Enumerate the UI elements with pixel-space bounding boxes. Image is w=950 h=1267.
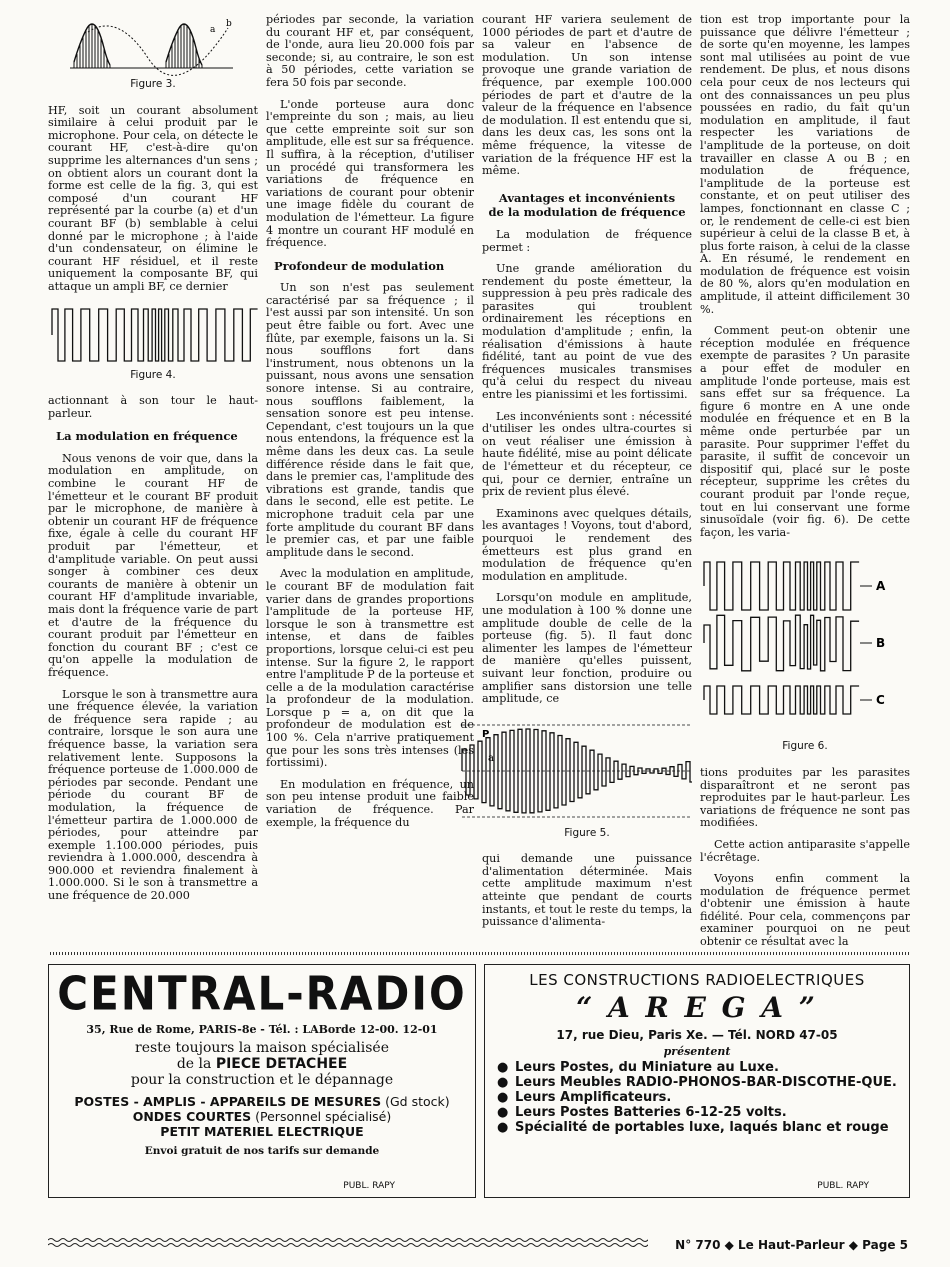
ad-central-radio-line6: PETIT MATERIEL ELECTRIQUE <box>160 1124 364 1139</box>
ad-central-radio-line1: reste toujours la maison spécialisée <box>135 1040 389 1056</box>
column-3 <box>482 14 692 938</box>
section-heading: La modulation en fréquence <box>56 429 238 444</box>
svg-text:b: b <box>226 19 232 29</box>
ad-central-radio-line2: de la PIECE DETACHEE <box>176 1056 348 1072</box>
paragraph: Nous venons de voir que, dans la modulation en amplitude, on combine le courant HF de l'émetteur et le courant BF produit par le microphone, de manière à obtenir un courant HF de fréquence fixe, égale à celle du courant HF produit par l'émetteur, et d'amplitude variable. On peut aussi songer à combiner ces deux courants de manière à obtenir un courant HF d'amplitude invariable, mais dont la fréquence varie de part et d'autre de la fréquence du courant produit par l'émetteur en fonction du courant BF ; c'est ce qu'on appelle la modulation de fréquence. <box>48 451 258 679</box>
svg-text:a: a <box>210 25 216 35</box>
page-footer: N° 770 ◆ Le Haut-Parleur ◆ Page 5 <box>675 1238 908 1252</box>
figure-5-caption: Figure 5. <box>564 826 610 839</box>
ad-arega-top: LES CONSTRUCTIONS RADIOELECTRIQUES <box>529 971 865 989</box>
figure-6-caption: Figure 6. <box>782 740 828 753</box>
paragraph: Lorsqu'on module en amplitude, une modulation à 100 % donne une amplitude double de celle de la porteuse (fig. 5). Il faut donc alimenter les lampes de l'émetteur de manière qu'elles puissent, suivant leur fonction, produire ou amplifier sans distorsion une telle amplitude, ce <box>482 591 692 706</box>
figure-3 <box>48 18 258 76</box>
figure-5-label-p: P <box>482 728 490 740</box>
ad-arega-presents: présentent <box>663 1045 731 1058</box>
section-heading-line-2: de la modulation de fréquence <box>488 205 686 220</box>
paragraph: En modulation en fréquence, un son peu intense produit une faible variation de fréquence. Par exemple, la fréquence du <box>266 777 474 829</box>
ad-arega-item: ● Leurs Amplificateurs. <box>497 1090 672 1105</box>
paragraph: Voyons enfin comment la modulation de fréquence permet d'obtenir une émission à haute fidélité. Pour cela, commençons par examiner pourquoi on ne peut obtenir ce résultat avec la <box>700 872 910 949</box>
figure-5-label-a: a <box>488 752 494 764</box>
paragraph: La modulation de fréquence permet : <box>482 227 692 254</box>
figure-4-caption: Figure 4. <box>130 368 176 381</box>
ad-central-radio-name: CENTRAL-RADIO <box>57 966 467 1021</box>
figure-3-caption: Figure 3. <box>130 78 176 90</box>
ad-arega-item: ● Leurs Postes Batteries 6-12-25 volts. <box>497 1105 787 1120</box>
figure-4 <box>48 303 258 367</box>
separator-rule <box>50 952 910 955</box>
ad-arega-credit: PUBL. RAPY <box>817 1181 869 1191</box>
ad-arega-item: ● Leurs Postes, du Miniature au Luxe. <box>497 1060 779 1075</box>
figure-6-label-a: A <box>876 579 886 594</box>
paragraph: Comment peut-on obtenir une réception modulée en fréquence exempte de parasites ? Un parasite a pour effet de moduler en amplitude l'onde porteuse, mais est sans effet sur sa fréquence. La figure 6 montre en A une onde modulée en fréquence et en B la même onde perturbée par un parasite. Pour supprimer l'effet du parasite, il suffit de concevoir un dispositif qui, placé sur le poste récepteur, supprime les crêtes du courant produit par l'onde reçue, tout en lui conservant une forme sinusoïdale (voir fig. 6). De cette façon, les varia- <box>700 324 910 539</box>
bullet-icon: ● <box>497 1120 509 1135</box>
paragraph: Les inconvénients sont : nécessité d'utiliser les ondes ultra-courtes si on veut réaliser une émission à haute fidélité, mise au point délicate de l'émetteur et du récepteur, ce qui, pour ce dernier, entraîne un prix de revient plus élevé. <box>482 409 692 499</box>
ad-arega-item: ● Spécialité de portables luxe, laqués blanc et rouge <box>497 1120 889 1135</box>
ad-central-radio-line3: pour la construction et le dépannage <box>130 1072 394 1088</box>
ad-central-radio <box>48 964 476 1198</box>
paragraph: actionnant à son tour le haut-parleur. <box>48 394 258 420</box>
ad-arega-item: ● Leurs Meubles RADIO-PHONOS-BAR-DISCOTHE-QUE. <box>497 1075 897 1090</box>
figure-6-label-c: C <box>876 693 885 708</box>
ad-arega <box>484 964 910 1198</box>
paragraph: Un son n'est pas seulement caractérisé par sa fréquence ; il l'est aussi par son intensité. Un son peut être faible ou fort. Avec une flûte, par exemple, faisons un la. Si nous soufflons fort dans l'instrument, nous obtenons un la puissant, nous avons une sensation sonore intense. Si au contraire, nous soufflons faiblement, la sensation sonore est peu intense. Cependant, c'est toujours un la que nous entendons, la fréquence est la même dans les deux cas. La seule différence réside dans le fait que, dans le premier cas, l'amplitude des vibrations est grande, tandis que dans le second, elle est petite. Le microphone traduit cela par une forte amplitude du courant BF dans le premier cas, et par une faible amplitude dans le second. <box>266 281 474 559</box>
paragraph: tions produites par les parasites disparaîtront et ne seront pas reproduites par le haut-parleur. Les variations de fréquence ne sont pas modifiées. <box>700 765 910 830</box>
paragraph: Cette action antiparasite s'appelle l'écrêtage. <box>700 837 910 864</box>
ad-central-radio-line5: ONDES COURTES (Personnel spécialisé) <box>132 1109 392 1124</box>
ad-central-radio-credit: PUBL. RAPY <box>343 1181 395 1191</box>
figure-6 <box>700 548 910 738</box>
bullet-icon: ● <box>497 1105 509 1120</box>
ad-central-radio-line4: POSTES - AMPLIS - APPAREILS DE MESURES (Gd stock) <box>74 1094 450 1109</box>
ad-central-radio-line7: Envoi gratuit de nos tarifs sur demande <box>144 1145 380 1157</box>
paragraph: courant HF variera seulement de 1000 périodes de part et d'autre de sa valeur en l'absence de modulation. Un son intense provoque une grande variation de fréquence, par exemple 100.000 périodes de part et d'autre de la valeur de la fréquence en l'absence de modulation. Il est entendu que si, dans les deux cas, les sons ont la même fréquence, la vitesse de variation de la fréquence HF est la même. <box>482 13 692 178</box>
paragraph: Examinons avec quelques détails, les avantages ! Voyons, tout d'abord, pourquoi le rendement des émetteurs est plus grand en modulation de fréquence qu'en modulation en amplitude. <box>482 506 692 583</box>
column-1 <box>48 14 258 912</box>
paragraph: Avec la modulation en amplitude, le courant BF de modulation fait varier dans de grandes proportions l'amplitude de la porteuse HF, lorsque le son à transmettre est intense, et dans de faibles proportions, lorsque celui-ci est peu intense. Sur la figure 2, le rapport entre l'amplitude P de la porteuse et celle a de la modulation caractérise la profondeur de la modulation. Lorsque p = a, on dit que la profondeur de modulation est de 100 %. Cela n'arrive pratiquement que pour les sons très intenses (les fortissimi). <box>266 567 474 770</box>
paragraph: L'onde porteuse aura donc l'empreinte du son ; mais, au lieu que cette empreinte soit sur son amplitude, elle est sur sa fréquence. Il suffira, à la réception, d'utiliser un procédé qui transformera les variations de fréquence en variations de courant pour obtenir une image fidèle du courant de modulation de l'émetteur. La figure 4 montre un courant HF modulé en fréquence. <box>266 97 474 250</box>
paragraph: qui demande une puissance d'alimentation déterminée. Mais cette amplitude maximum n'est atteinte que pendant de courts instants, et tout le reste du temps, la puissance d'alimenta- <box>482 852 692 929</box>
ad-arega-address: 17, rue Dieu, Paris Xe. — Tél. NORD 47-05 <box>556 1028 838 1042</box>
column-4 <box>700 14 910 958</box>
paragraph: tion est trop importante pour la puissance que délivre l'émetteur ; de sorte qu'en moyenne, les lampes sont mal utilisées au point de vue rendement. De plus, et nous disons cela pour ceux de nos lecteurs qui ont des connaissances un peu plus poussées en radio, du fait qu'un modulation en amplitude, il faut respecter les variations de l'amplitude de la porteuse, on doit travailler en classe A ou B ; en modulation de fréquence, l'amplitude de la porteuse est constante, et on peut utiliser des lampes, fonctionnant en classe C ; or, le rendement de celle-ci est bien supérieur à celui de la classe B et, à plus forte raison, à celui de la classe A. En résumé, le rendement en modulation de fréquence est voisin de 80 %, alors qu'en modulation en amplitude, il atteint difficilement 30 %. <box>700 13 910 316</box>
ad-arega-name: “ A R E G A ” <box>576 991 818 1024</box>
figure-6-label-b: B <box>876 636 886 651</box>
paragraph: Une grande amélioration du rendement du poste émetteur, la suppression à peu près radicale des parasites qui troublent ordinairement les réceptions en modulation d'amplitude ; enfin, la réalisation d'émissions à haute fidélité, tant au point de vue des fréquences musicales transmises qu'à celui du respect du niveau entre les pianissimi et les fortissimi. <box>482 262 692 402</box>
bullet-icon: ● <box>497 1090 509 1105</box>
ad-central-radio-address: 35, Rue de Rome, PARIS-8e - Tél. : LABorde 12-00. 12-01 <box>86 1023 438 1036</box>
bullet-icon: ● <box>497 1075 509 1090</box>
figure-5 <box>442 715 692 825</box>
paragraph: périodes par seconde, la variation du courant HF et, par conséquent, de l'onde, aura lieu 20.000 fois par seconde; si, au contraire, le son est à 50 périodes, cette variation se fera 50 fois par seconde. <box>266 13 474 89</box>
ad-arega-list <box>497 1060 899 1135</box>
paragraph: Lorsque le son à transmettre aura une fréquence élevée, la variation de fréquence sera rapide ; au contraire, lorsque le son aura une fréquence basse, la variation sera relativement lente. Supposons la fréquence porteuse de 1.000.000 de périodes par seconde. Pendant une période du courant BF de modulation, la fréquence de l'émetteur partira de 1.000.000 de périodes, pour atteindre par exemple 1.100.000 périodes, puis reviendra à 1.000.000, descendra à 900.000 et reviendra finalement à 1.000.000. Si le son à transmettre a une fréquence de 20.000 <box>48 687 258 903</box>
paragraph: HF, soit un courant absolument similaire à celui produit par le microphone. Pour cela, on détecte le courant HF, c'est-à-dire qu'on supprime les alternances d'un sens ; on obtient alors un courant dont la forme est celle de la fig. 3, qui est composé d'un courant HF représenté par la courbe (a) et d'un courant BF (b) semblable à celui donné par le microphone ; à l'aide d'un condensateur, on élimine le courant HF résiduel, et il reste uniquement la composante BF, qui attaque un ampli BF, ce dernier <box>48 103 258 293</box>
footer-waves <box>48 1236 648 1248</box>
section-heading: Profondeur de modulation <box>274 258 445 273</box>
bullet-icon: ● <box>497 1060 509 1075</box>
section-heading: Avantages et inconvénients <box>498 190 676 205</box>
